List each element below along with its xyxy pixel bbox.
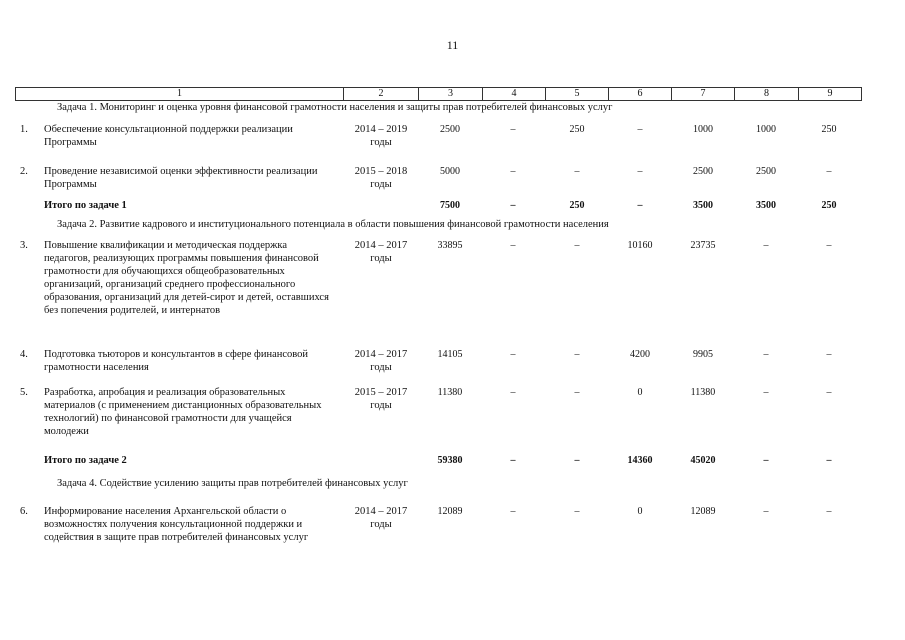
column-header-row [15,87,862,101]
row-number: 2. [20,166,28,177]
cell-col5: – [574,166,580,177]
cell-col7: 3500 [693,200,713,211]
cell-col6: 0 [637,387,643,398]
row-period: 2014 – 2017 годы [354,506,408,530]
cell-col6: 0 [637,506,643,517]
cell-col5: – [574,349,580,360]
row-period: 2014 – 2017 годы [354,349,408,373]
row-number: 1. [20,124,28,135]
column-header: 9 [798,88,861,100]
row-name: Информирование населения Архангельской области о возможностях получения консультационной поддержки и содействия в защите прав потребителей финансовых услуг [44,506,309,543]
task-4-title: Задача 4. Содействие усилению защиты прав потребителей финансовых услуг [57,478,408,489]
cell-col3: 14105 [437,349,463,360]
cell-col9: 250 [821,200,837,211]
row-name: Проведение независимой оценки эффективности реализации Программы [44,166,318,190]
cell-col6: 4200 [630,349,650,360]
cell-col6: 14360 [627,455,653,466]
row-name: Обеспечение консультационной поддержки реализации Программы [44,124,293,148]
cell-col5: – [574,387,580,398]
cell-col4: – [510,166,516,177]
row-name: Подготовка тьюторов и консультантов в сфере финансовой грамотности населения [44,349,309,373]
column-header: 2 [343,88,418,100]
cell-col9: – [826,506,832,517]
cell-col3: 12089 [437,506,463,517]
cell-col7: 2500 [693,166,713,177]
row-number: 5. [20,387,28,398]
cell-col7: 12089 [690,506,716,517]
cell-col4: – [510,124,516,135]
column-header: 5 [545,88,608,100]
task-1-title: Задача 1. Мониторинг и оценка уровня финансовой грамотности населения и защиты прав потребителей финансовых услуг [57,102,613,113]
row-number: 6. [20,506,28,517]
cell-col9: – [826,455,832,466]
row-name: Разработка, апробация и реализация образовательных материалов (с применением дистанционных образовательных технологий) по финансовой грамотности для учащейся молодежи [44,387,322,437]
row-period: 2014 – 2019 годы [354,124,408,148]
cell-col9: – [826,240,832,251]
cell-col9: – [826,166,832,177]
row-number: 4. [20,349,28,360]
cell-col5: – [574,240,580,251]
cell-col4: – [510,349,516,360]
cell-col3: 11380 [437,387,463,398]
cell-col4: – [510,200,516,211]
column-header: 1 [177,88,182,99]
cell-col8: – [763,240,769,251]
cell-col4: – [510,455,516,466]
cell-col3: 33895 [437,240,463,251]
cell-col6: – [637,124,643,135]
cell-col8: – [763,506,769,517]
cell-col7: 9905 [693,349,713,360]
cell-col8: – [763,387,769,398]
cell-col6: – [637,200,643,211]
cell-col5: 250 [569,124,585,135]
cell-col6: 10160 [627,240,653,251]
cell-col5: – [574,455,580,466]
column-header: 3 [418,88,482,100]
column-header: 8 [734,88,798,100]
cell-col8: 1000 [756,124,776,135]
column-header: 4 [482,88,545,100]
row-period: 2015 – 2017 годы [354,387,408,411]
task-2-title: Задача 2. Развитие кадрового и институционального потенциала в области повышения финансовой грамотности населения [57,219,609,230]
cell-col4: – [510,240,516,251]
row-period: 2015 – 2018 годы [354,166,408,190]
cell-col7: 23735 [690,240,716,251]
total-label: Итого по задаче 2 [44,455,127,466]
row-period: 2014 – 2017 годы [354,240,408,264]
page-number: 11 [446,38,459,52]
cell-col8: – [763,349,769,360]
cell-col5: – [574,506,580,517]
cell-col3: 59380 [437,455,463,466]
cell-col4: – [510,506,516,517]
total-label: Итого по задаче 1 [44,200,127,211]
cell-col3: 2500 [440,124,460,135]
column-header: 7 [671,88,734,100]
cell-col7: 11380 [690,387,716,398]
cell-col9: – [826,387,832,398]
cell-col7: 45020 [690,455,716,466]
cell-col4: – [510,387,516,398]
row-number: 3. [20,240,28,251]
cell-col7: 1000 [693,124,713,135]
cell-col3: 7500 [440,200,460,211]
cell-col3: 5000 [440,166,460,177]
cell-col8: 2500 [756,166,776,177]
cell-col9: – [826,349,832,360]
cell-col8: 3500 [756,200,776,211]
cell-col6: – [637,166,643,177]
row-name: Повышение квалификации и методическая поддержка педагогов, реализующих программы повышения финансовой грамотности для обучающихся общеобразовательных организаций, организаций среднего профессионального образования, организаций для детей-сирот и детей, оставшихся без попечения родителей, и интернатов [44,240,329,316]
column-header: 6 [608,88,671,100]
cell-col5: 250 [569,200,585,211]
cell-col8: – [763,455,769,466]
cell-col9: 250 [821,124,837,135]
